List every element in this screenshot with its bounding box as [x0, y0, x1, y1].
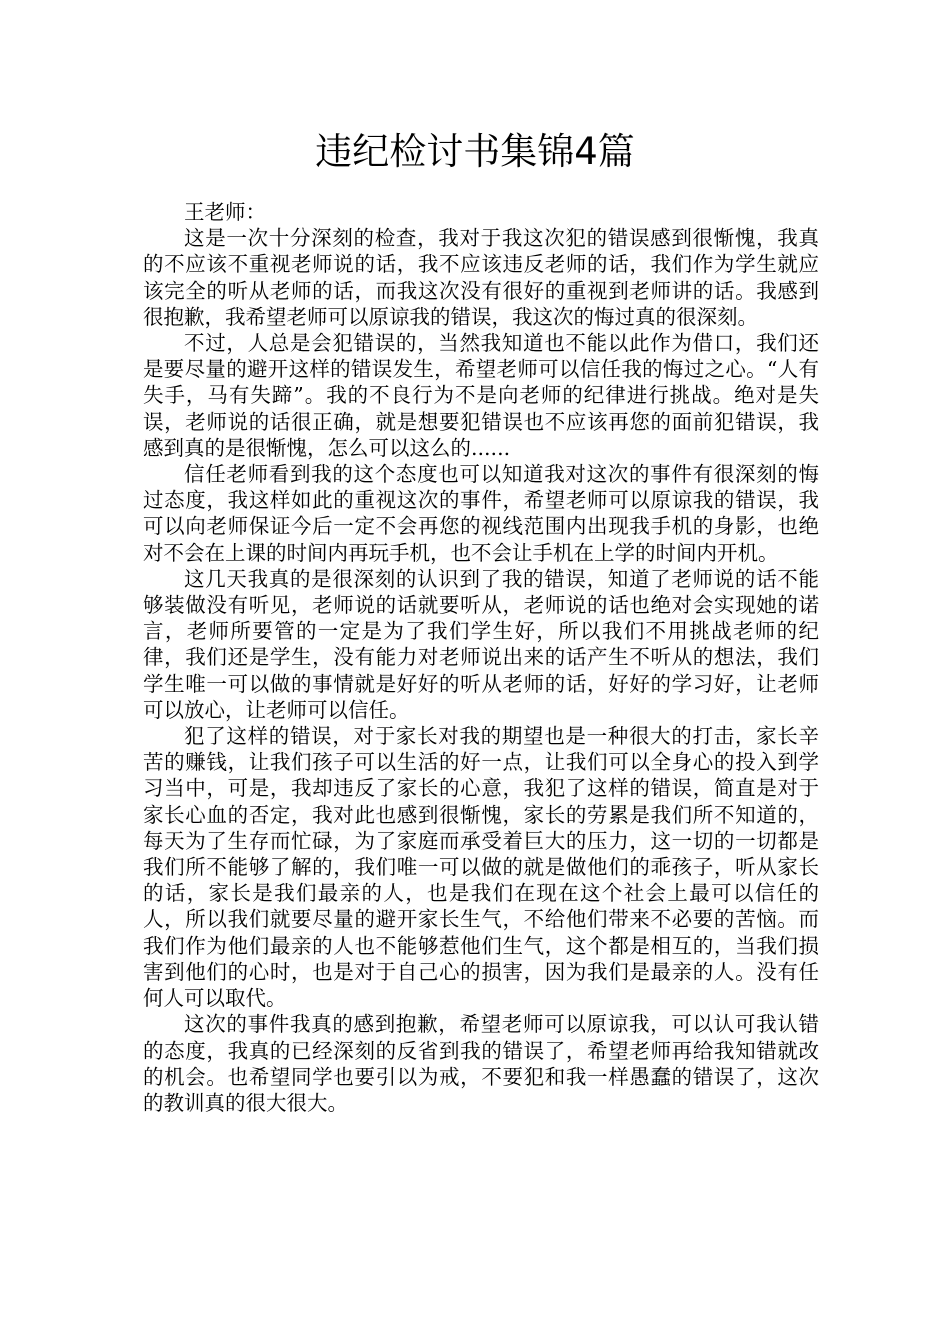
- paragraph-4: 这几天我真的是很深刻的认识到了我的错误，知道了老师说的话不能够装做没有听见，老师说的话就要听从，老师说的话也绝对会实现她的诺言，老师所要管的一定是为了我们学生好，所以我们不用挑战老师的纪律，我们还是学生，没有能力对老师说出来的话产生不听从的想法，我们学生唯一可以做的事情就是好好的听从老师的话，好好的学习好，让老师可以放心，让老师可以信任。: [143, 566, 819, 722]
- paragraph-1: 这是一次十分深刻的检查，我对于我这次犯的错误感到很惭愧，我真的不应该不重视老师说的话，我不应该违反老师的话，我们作为学生就应该完全的听从老师的话，而我这次没有很好的重视到老师讲的话。我感到很抱歉，我希望老师可以原谅我的错误，我这次的悔过真的很深刻。: [143, 226, 819, 329]
- document-body: [143, 199, 819, 1116]
- document-title: 违纪检讨书集锦4篇: [315, 130, 635, 173]
- paragraph-2: 不过，人总是会犯错误的，当然我知道也不能以此作为借口，我们还是要尽量的避开这样的错误发生，希望老师可以信任我的悔过之心。“人有失手，马有失蹄”。我的不良行为不是向老师的纪律进行挑战。绝对是失误，老师说的话很正确，就是想要犯错误也不应该再您的面前犯错误，我感到真的是很惭愧，怎么可以这么的......: [143, 331, 819, 460]
- paragraph-5: 犯了这样的错误，对于家长对我的期望也是一种很大的打击，家长辛苦的赚钱，让我们孩子可以生活的好一点，让我们可以全身心的投入到学习当中，可是，我却违反了家长的心意，我犯了这样的错误，简直是对于家长心血的否定，我对此也感到很惭愧，家长的劳累是我们所不知道的，每天为了生存而忙碌，为了家庭而承受着巨大的压力，这一切的一切都是我们所不能够了解的，我们唯一可以做的就是做他们的乖孩子，听从家长的话，家长是我们最亲的人，也是我们在现在这个社会上最可以信任的人，所以我们就要尽量的避开家长生气，不给他们带来不必要的苦恼。而我们作为他们最亲的人也不能够惹他们生气，这个都是相互的，当我们损害到他们的心时，也是对于自己心的损害，因为我们是最亲的人。没有任何人可以取代。: [143, 724, 819, 1011]
- salutation: 王老师：: [184, 200, 266, 224]
- paragraph-3: 信任老师看到我的这个态度也可以知道我对这次的事件有很深刻的悔过态度，我这样如此的重视这次的事件，希望老师可以原谅我的错误，我可以向老师保证今后一定不会再您的视线范围内出现我手机的身影，也绝对不会在上课的时间内再玩手机，也不会让手机在上学的时间内开机。: [143, 462, 819, 565]
- paragraph-6: 这次的事件我真的感到抱歉，希望老师可以原谅我，可以认可我认错的态度，我真的已经深刻的反省到我的错误了，希望老师再给我知错就改的机会。也希望同学也要引以为戒，不要犯和我一样愚蠢的错误了，这次的教训真的很大很大。: [143, 1012, 819, 1115]
